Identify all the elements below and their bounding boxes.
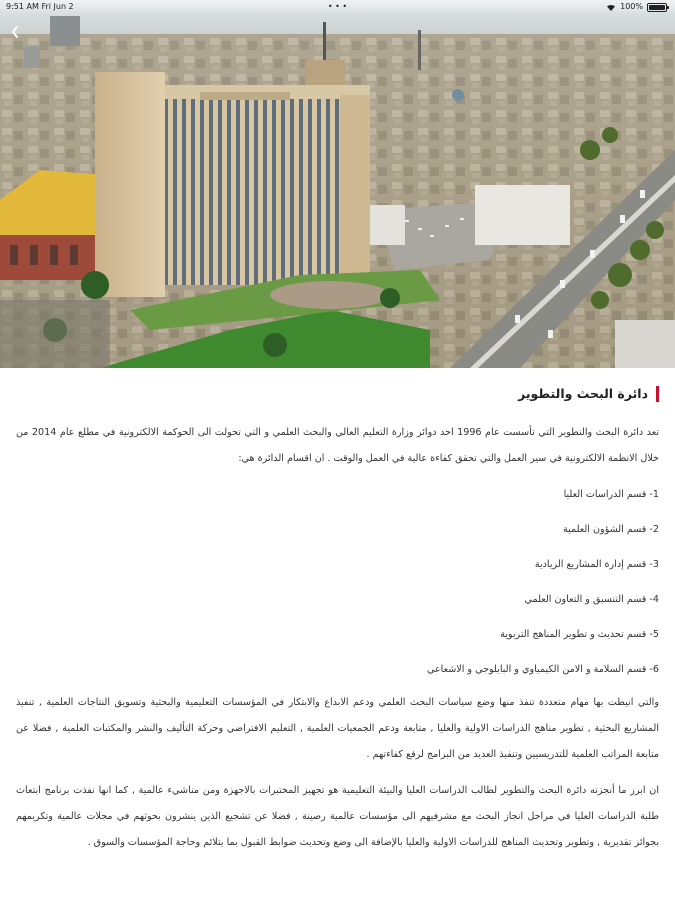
battery-icon xyxy=(647,3,667,12)
department-item: 3- قسم إدارة المشاريع الريادية xyxy=(534,559,659,570)
missions-paragraph: والتي انيطت بها مهام متعددة تنفذ منها وضع سياسات البحث العلمي ودعم الابداع والابتكار في المؤسسات التعليمية والبحثية وتسويق النتاجات العلمية , تنفيذ المشاريع البحثية , تطوير مناهج الدراسات الاولية والعليا , متابعة ودعم الجمعيات العلمية , التعليم الافتراضي وحركة التأليف والنشر والمكتبات العلمية , فضلا عن متابعة المراتب العلمية للتدريسيين وتنفيذ العديد من البرامج لرفع كفاءتهم . xyxy=(16,697,659,760)
department-item: 4- قسم التنسيق و التعاون العلمي xyxy=(524,594,659,605)
status-time: 9:51 AM xyxy=(6,2,39,11)
status-date: Fri Jun 2 xyxy=(41,2,74,11)
back-button[interactable] xyxy=(7,24,23,40)
department-item: 1- قسم الدراسات العليا xyxy=(563,489,659,500)
department-item: 6- قسم السلامة و الامن الكيمياوي و البايلوجي و الاشعاعي xyxy=(426,664,659,675)
department-item: 2- قسم الشؤون العلمية xyxy=(562,524,659,535)
chevron-left-icon xyxy=(10,25,20,39)
wifi-icon xyxy=(606,3,616,11)
department-item: 5- قسم تحديث و تطوير المناهج التربوية xyxy=(500,629,659,640)
status-indicators xyxy=(606,0,667,14)
status-bar xyxy=(0,0,675,14)
hero-image xyxy=(0,0,675,368)
intro-paragraph: تعد دائرة البحث والتطوير التي تأسست عام 1996 احد دوائر وزارة التعليم العالي والبحث العلمي و التي تحولت الى الحوكمة الالكترونية في مطلع عام 2014 من خلال الانظمة الالكترونية في سير العمل والتي تحقق كفاءة عالية في العمل والوقت . ان اقسام الدائرة هي: xyxy=(16,427,659,464)
achievements-paragraph: ان ابرز ما أنجزته دائرة البحث والتطوير لطالب الدراسات العليا والبيئة التعليمية هو تجهيز المختبرات بالاجهزة ومن مناشيء عالمية , كما انها نفذت برنامج ابتعاث طلبة الدراسات العليا في مراحل انجاز البحث مع مشرفيهم الى مؤسسات عالمية رصينة , فضلا عن تشجيع الذين ينشرون بحوثهم في مجلات عالمية وتكريمهم بجوائز تقديرية , وتطوير وتحديث المناهج للدراسات الاولية والعليا بالإضافة الى وضع وتحديث ضوابط القبول بما يتلائم وحاجة المؤسسات والسوق . xyxy=(16,785,659,848)
multitasking-dots[interactable]: • • • xyxy=(327,2,348,11)
section-title: دائرة البحث والتطوير xyxy=(518,386,659,402)
building-aerial-photo xyxy=(0,0,675,368)
battery-percentage: 100% xyxy=(620,2,643,11)
